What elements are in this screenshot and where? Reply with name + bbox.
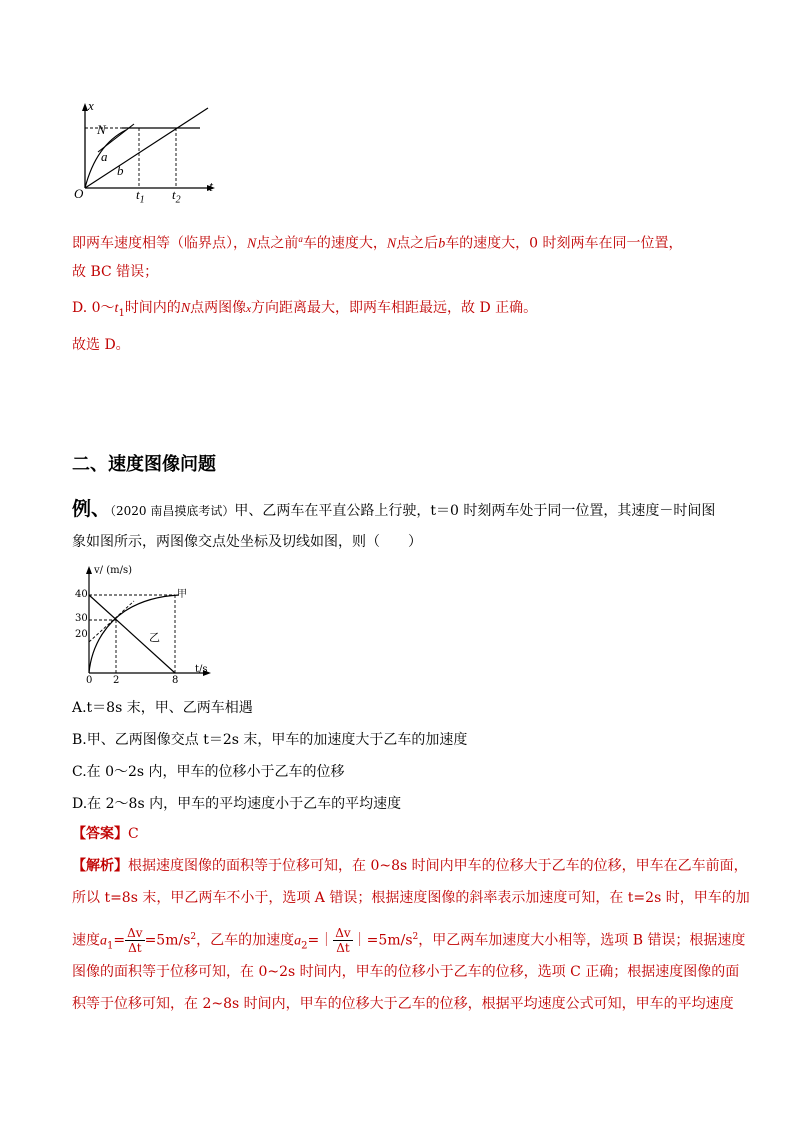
xt-graph xyxy=(68,100,228,210)
vt-x-tick-8: 8 xyxy=(172,675,179,686)
section-title: 二、速度图像问题 xyxy=(72,454,216,475)
xt-line-b-label: b xyxy=(117,163,124,178)
analysis-paragraph-2: 所以 t=8s 末，甲乙两车不小于，选项 A 错误；根据速度图像的斜率表示加速度可知，在 t=2s 时，甲车的加 xyxy=(72,890,750,906)
xt-point-n-label: N xyxy=(97,122,106,137)
analysis-line-2: 故 BC 错误； xyxy=(72,264,159,280)
vt-yi-label: 乙 xyxy=(149,631,160,644)
analysis-paragraph-3: 速度$a_1=$ $\frac{\Delta v}{\Delta t}$ $=5m/s^2$，乙车的加速度$a_2=|$ $\frac{\Delta v}{\Delta t}$ $|=5m/s^2$，甲乙两车加速度大小相等，选项 B 错误；根据速度 xyxy=(72,926,746,956)
option-b: B.甲、乙两图像交点 t＝2s 末，甲车的加速度大于乙车的加速度 xyxy=(72,732,468,748)
analysis-option-d: D. $0\sim t_1$时间内的N点两图像x方向距离最大，即两车相距最远，故 D 正确。 xyxy=(72,300,538,319)
vt-x-tick-2: 2 xyxy=(113,675,120,686)
fraction-1: $\frac{\Delta v}{\Delta t}$ xyxy=(127,926,143,956)
vt-y-tick-40: 40 xyxy=(75,589,88,600)
option-c: C.在 0～2s 内，甲车的位移小于乙车的位移 xyxy=(72,764,345,780)
analysis-paragraph-5: 积等于位移可知，在 2~8s 时间内，甲车的位移大于乙车的位移，根据平均速度公式可知，甲车的平均速度 xyxy=(72,996,734,1012)
analysis-paragraph-1: 【解析】根据速度图像的面积等于位移可知，在 0~8s 时间内甲车的位移大于乙车的位移，甲车在乙车前面， xyxy=(72,858,748,874)
fraction-2: $\frac{\Delta v}{\Delta t}$ xyxy=(335,926,351,956)
conclusion: 故选 D。 xyxy=(72,337,130,353)
vt-x-axis-label: t/s xyxy=(195,664,208,675)
xt-t1-label: $t_1$ xyxy=(136,187,145,206)
vt-y-axis-label: v/ (m/s) xyxy=(94,565,132,576)
vt-y-tick-30: 30 xyxy=(75,613,88,624)
vt-x-tick-0: 0 xyxy=(86,675,93,686)
xt-y-axis-label: x xyxy=(88,98,94,113)
vt-y-tick-20: 20 xyxy=(75,629,88,640)
option-a: A.t＝8s 末，甲、乙两车相遇 xyxy=(72,700,253,716)
example-line-2: 象如图所示，两图像交点处坐标及切线如图，则（ ） xyxy=(72,534,422,550)
xt-origin-label: O xyxy=(74,186,84,201)
xt-t2-label: $t_2$ xyxy=(172,187,181,206)
analysis-line-1: 即两车速度相等（临界点），N点之前$^a$车的速度大，N点之后b车的速度大，0 时刻两车在同一位置， xyxy=(72,234,683,252)
answer: 【答案】C xyxy=(72,826,139,842)
xt-x-axis-label: t xyxy=(209,180,213,195)
xt-curve-a-label: a xyxy=(101,149,108,164)
analysis-paragraph-4: 图像的面积等于位移可知，在 0~2s 时间内，甲车的位移小于乙车的位移，选项 C 正确；根据速度图像的面 xyxy=(72,964,740,980)
example-line-1: 例、（2020 南昌摸底考试）甲、乙两车在平直公路上行驶，t＝0 时刻两车处于同一位置，其速度－时间图 xyxy=(72,499,716,520)
vt-jia-label: 甲 xyxy=(177,589,187,600)
tangent-dashed xyxy=(89,601,134,642)
option-d: D.在 2～8s 内，甲车的平均速度小于乙车的平均速度 xyxy=(72,796,402,812)
